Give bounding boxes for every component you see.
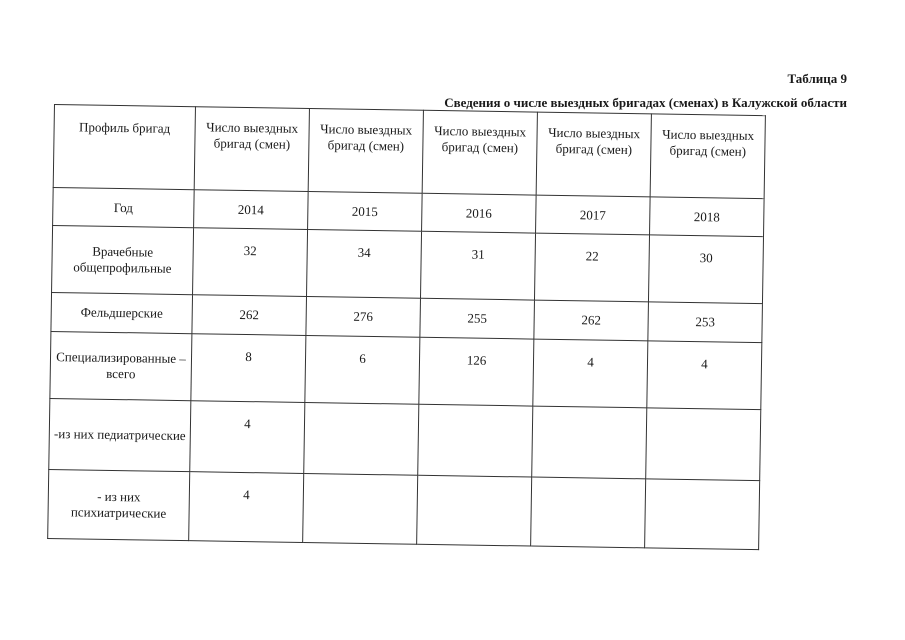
table-cell: [417, 475, 532, 546]
table-cell: 126: [419, 337, 534, 406]
table-cell: 6: [305, 335, 420, 404]
header-col-2: Число выездных бригад (смен): [308, 109, 423, 194]
table-cell: 4: [189, 472, 304, 543]
table-cell: 22: [534, 233, 649, 302]
table-cell: [646, 408, 761, 481]
table-cell: 262: [534, 300, 649, 341]
row-label: Врачебные общепрофильные: [52, 225, 194, 294]
header-col-1: Число выездных бригад (смен): [194, 107, 309, 192]
table-cell: 2014: [194, 190, 309, 230]
table-cell: 2015: [308, 192, 423, 232]
row-label: Специализированные – всего: [50, 331, 192, 400]
table-cell: 4: [533, 339, 648, 408]
table-caption: Сведения о числе выездных бригадах (сменах) в Калужской области: [444, 95, 847, 110]
table-cell: [645, 479, 760, 550]
row-label: - из них психиатрические: [48, 469, 190, 540]
header-col-5: Число выездных бригад (смен): [650, 114, 765, 199]
row-label: Год: [53, 187, 195, 227]
table-cell: 2018: [650, 197, 765, 237]
table-cell: 262: [192, 295, 307, 336]
table-cell: 255: [420, 298, 535, 339]
table-row: [50, 331, 762, 409]
row-label: -из них педиатрические: [49, 398, 191, 471]
table-cell: [304, 402, 419, 475]
header-profile: Профиль бригад: [53, 105, 195, 190]
table-cell: [532, 406, 647, 479]
table-cell: 34: [307, 229, 422, 298]
table-cell: [303, 473, 418, 544]
table-cell: 253: [648, 302, 763, 343]
header-col-3: Число выездных бригад (смен): [422, 110, 537, 195]
header-col-4: Число выездных бригад (смен): [536, 112, 651, 197]
table-header-row: [53, 105, 765, 199]
table-cell: [531, 477, 646, 548]
table-cell: 31: [420, 231, 535, 300]
table-cell: 2016: [422, 193, 537, 233]
table-cell: 32: [193, 228, 308, 297]
table-cell: 2017: [536, 195, 651, 235]
table-cell: 276: [306, 296, 421, 337]
row-label: Фельдшерские: [51, 292, 193, 333]
table-row: [49, 398, 761, 480]
table-cell: 4: [190, 401, 305, 474]
table-cell: 30: [648, 235, 763, 304]
table-cell: 8: [191, 334, 306, 403]
brigades-table: [47, 104, 766, 550]
table-cell: 4: [647, 341, 762, 410]
table-wrapper: [47, 104, 766, 550]
table-cell: [418, 404, 533, 477]
table-number: Таблица 9: [787, 71, 847, 86]
table-row: [52, 225, 764, 303]
table-row: [48, 469, 760, 549]
